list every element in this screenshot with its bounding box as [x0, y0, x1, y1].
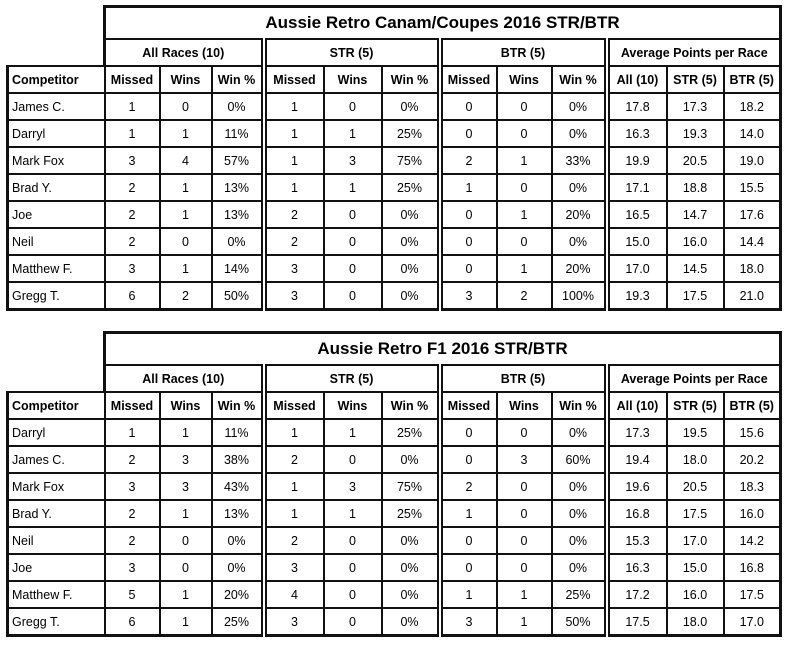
table-row [8, 608, 781, 636]
str-win-pct-cell: 0% [382, 201, 440, 228]
col-competitor: Competitor [8, 392, 105, 419]
str-missed-cell: 3 [264, 282, 324, 310]
btr-win-pct-cell: 20% [552, 255, 607, 282]
btr-missed-cell: 2 [440, 147, 497, 174]
avg-btr-cell: 14.4 [724, 228, 781, 255]
str-win-pct-cell: 25% [382, 120, 440, 147]
btr-wins-cell: 1 [497, 581, 552, 608]
col-all-win-pct: Win % [212, 66, 264, 93]
avg-str-cell: 20.5 [667, 473, 724, 500]
all-win-pct-cell: 38% [212, 446, 264, 473]
all-wins-cell: 2 [160, 282, 212, 310]
blank-corner [8, 365, 105, 392]
group-all-races: All Races (10) [105, 39, 264, 66]
btr-wins-cell: 0 [497, 93, 552, 120]
col-btr-missed: Missed [440, 66, 497, 93]
all-wins-cell: 0 [160, 527, 212, 554]
btr-wins-cell: 0 [497, 554, 552, 581]
btr-missed-cell: 1 [440, 500, 497, 527]
avg-str-cell: 19.5 [667, 419, 724, 446]
str-missed-cell: 2 [264, 446, 324, 473]
btr-wins-cell: 1 [497, 255, 552, 282]
avg-btr-cell: 15.6 [724, 419, 781, 446]
table-row [8, 282, 781, 310]
canam-coupes-table [6, 5, 782, 311]
btr-wins-cell: 0 [497, 473, 552, 500]
all-win-pct-cell: 13% [212, 201, 264, 228]
str-wins-cell: 0 [324, 446, 382, 473]
btr-win-pct-cell: 20% [552, 201, 607, 228]
str-win-pct-cell: 0% [382, 527, 440, 554]
table-title: Aussie Retro F1 2016 STR/BTR [105, 333, 781, 366]
col-all-missed: Missed [105, 66, 160, 93]
str-win-pct-cell: 0% [382, 446, 440, 473]
blank-corner [8, 333, 105, 366]
group-header-row [8, 39, 781, 66]
all-wins-cell: 1 [160, 581, 212, 608]
btr-win-pct-cell: 0% [552, 419, 607, 446]
str-win-pct-cell: 0% [382, 608, 440, 636]
table-row [8, 554, 781, 581]
all-missed-cell: 2 [105, 174, 160, 201]
col-str-missed: Missed [264, 392, 324, 419]
avg-btr-cell: 20.2 [724, 446, 781, 473]
str-wins-cell: 3 [324, 473, 382, 500]
btr-wins-cell: 2 [497, 282, 552, 310]
all-missed-cell: 1 [105, 120, 160, 147]
avg-btr-cell: 18.0 [724, 255, 781, 282]
all-wins-cell: 0 [160, 228, 212, 255]
btr-wins-cell: 1 [497, 608, 552, 636]
str-win-pct-cell: 25% [382, 419, 440, 446]
all-win-pct-cell: 0% [212, 228, 264, 255]
competitor-name-cell: Gregg T. [8, 282, 105, 310]
group-average-points: Average Points per Race [607, 365, 781, 392]
all-win-pct-cell: 43% [212, 473, 264, 500]
avg-str-cell: 15.0 [667, 554, 724, 581]
avg-all-cell: 15.0 [607, 228, 667, 255]
avg-all-cell: 17.0 [607, 255, 667, 282]
str-win-pct-cell: 25% [382, 500, 440, 527]
table-row [8, 93, 781, 120]
col-avg-str: STR (5) [667, 66, 724, 93]
all-missed-cell: 3 [105, 554, 160, 581]
btr-win-pct-cell: 0% [552, 228, 607, 255]
all-win-pct-cell: 0% [212, 554, 264, 581]
all-wins-cell: 3 [160, 473, 212, 500]
str-win-pct-cell: 75% [382, 473, 440, 500]
blank-corner [8, 7, 105, 40]
col-all-missed: Missed [105, 392, 160, 419]
competitor-name-cell: James C. [8, 446, 105, 473]
table-body [8, 93, 781, 310]
all-missed-cell: 2 [105, 228, 160, 255]
competitor-name-cell: Neil [8, 228, 105, 255]
col-str-wins: Wins [324, 66, 382, 93]
competitor-name-cell: Matthew F. [8, 255, 105, 282]
avg-str-cell: 17.5 [667, 500, 724, 527]
all-missed-cell: 2 [105, 446, 160, 473]
col-btr-missed: Missed [440, 392, 497, 419]
all-wins-cell: 1 [160, 174, 212, 201]
str-missed-cell: 3 [264, 554, 324, 581]
competitor-name-cell: Mark Fox [8, 147, 105, 174]
all-missed-cell: 6 [105, 282, 160, 310]
avg-str-cell: 17.5 [667, 282, 724, 310]
btr-wins-cell: 3 [497, 446, 552, 473]
avg-str-cell: 14.7 [667, 201, 724, 228]
btr-win-pct-cell: 0% [552, 120, 607, 147]
table-row [8, 174, 781, 201]
avg-str-cell: 17.0 [667, 527, 724, 554]
avg-all-cell: 15.3 [607, 527, 667, 554]
btr-win-pct-cell: 100% [552, 282, 607, 310]
table-body [8, 419, 781, 636]
btr-wins-cell: 0 [497, 419, 552, 446]
avg-str-cell: 16.0 [667, 581, 724, 608]
str-missed-cell: 3 [264, 255, 324, 282]
all-win-pct-cell: 0% [212, 93, 264, 120]
group-all-races: All Races (10) [105, 365, 264, 392]
str-win-pct-cell: 0% [382, 282, 440, 310]
all-missed-cell: 2 [105, 527, 160, 554]
btr-wins-cell: 0 [497, 120, 552, 147]
str-missed-cell: 2 [264, 228, 324, 255]
table-row [8, 201, 781, 228]
col-avg-str: STR (5) [667, 392, 724, 419]
btr-wins-cell: 1 [497, 201, 552, 228]
btr-wins-cell: 1 [497, 147, 552, 174]
col-avg-btr: BTR (5) [724, 392, 781, 419]
col-str-missed: Missed [264, 66, 324, 93]
avg-all-cell: 16.3 [607, 120, 667, 147]
btr-win-pct-cell: 25% [552, 581, 607, 608]
col-avg-all: All (10) [607, 392, 667, 419]
all-missed-cell: 1 [105, 419, 160, 446]
col-str-win-pct: Win % [382, 66, 440, 93]
table-title: Aussie Retro Canam/Coupes 2016 STR/BTR [105, 7, 781, 40]
table-row [8, 500, 781, 527]
btr-wins-cell: 0 [497, 527, 552, 554]
btr-missed-cell: 3 [440, 282, 497, 310]
all-win-pct-cell: 50% [212, 282, 264, 310]
competitor-name-cell: Joe [8, 554, 105, 581]
competitor-name-cell: James C. [8, 93, 105, 120]
title-row [8, 7, 781, 40]
str-wins-cell: 0 [324, 527, 382, 554]
competitor-name-cell: Mark Fox [8, 473, 105, 500]
competitor-name-cell: Neil [8, 527, 105, 554]
str-wins-cell: 0 [324, 255, 382, 282]
competitor-name-cell: Gregg T. [8, 608, 105, 636]
str-missed-cell: 1 [264, 120, 324, 147]
btr-win-pct-cell: 0% [552, 473, 607, 500]
avg-btr-cell: 18.2 [724, 93, 781, 120]
str-wins-cell: 1 [324, 174, 382, 201]
col-btr-wins: Wins [497, 392, 552, 419]
str-wins-cell: 0 [324, 228, 382, 255]
avg-btr-cell: 16.8 [724, 554, 781, 581]
all-win-pct-cell: 14% [212, 255, 264, 282]
col-btr-wins: Wins [497, 66, 552, 93]
col-btr-win-pct: Win % [552, 66, 607, 93]
all-win-pct-cell: 11% [212, 120, 264, 147]
all-missed-cell: 1 [105, 93, 160, 120]
btr-missed-cell: 0 [440, 201, 497, 228]
str-win-pct-cell: 0% [382, 255, 440, 282]
avg-all-cell: 19.3 [607, 282, 667, 310]
btr-missed-cell: 1 [440, 581, 497, 608]
avg-all-cell: 17.3 [607, 419, 667, 446]
blank-corner [8, 39, 105, 66]
btr-win-pct-cell: 33% [552, 147, 607, 174]
col-competitor: Competitor [8, 66, 105, 93]
all-missed-cell: 3 [105, 473, 160, 500]
avg-all-cell: 19.6 [607, 473, 667, 500]
col-str-win-pct: Win % [382, 392, 440, 419]
avg-all-cell: 17.2 [607, 581, 667, 608]
btr-missed-cell: 0 [440, 419, 497, 446]
avg-btr-cell: 16.0 [724, 500, 781, 527]
str-wins-cell: 3 [324, 147, 382, 174]
all-win-pct-cell: 25% [212, 608, 264, 636]
all-wins-cell: 1 [160, 120, 212, 147]
competitor-name-cell: Darryl [8, 419, 105, 446]
all-missed-cell: 5 [105, 581, 160, 608]
col-all-win-pct: Win % [212, 392, 264, 419]
col-str-wins: Wins [324, 392, 382, 419]
all-win-pct-cell: 20% [212, 581, 264, 608]
str-missed-cell: 3 [264, 608, 324, 636]
avg-all-cell: 17.8 [607, 93, 667, 120]
all-wins-cell: 1 [160, 500, 212, 527]
avg-str-cell: 19.3 [667, 120, 724, 147]
column-header-row [8, 392, 781, 419]
str-missed-cell: 4 [264, 581, 324, 608]
all-wins-cell: 1 [160, 201, 212, 228]
avg-str-cell: 16.0 [667, 228, 724, 255]
avg-btr-cell: 18.3 [724, 473, 781, 500]
competitor-name-cell: Brad Y. [8, 174, 105, 201]
avg-all-cell: 19.4 [607, 446, 667, 473]
avg-all-cell: 16.8 [607, 500, 667, 527]
table-row [8, 255, 781, 282]
avg-str-cell: 18.0 [667, 446, 724, 473]
group-str: STR (5) [264, 39, 440, 66]
str-missed-cell: 1 [264, 174, 324, 201]
f1-table [6, 331, 782, 637]
competitor-name-cell: Matthew F. [8, 581, 105, 608]
avg-str-cell: 20.5 [667, 147, 724, 174]
btr-missed-cell: 0 [440, 446, 497, 473]
all-win-pct-cell: 13% [212, 500, 264, 527]
btr-missed-cell: 0 [440, 228, 497, 255]
str-win-pct-cell: 0% [382, 581, 440, 608]
str-win-pct-cell: 0% [382, 93, 440, 120]
column-header-row [8, 66, 781, 93]
btr-missed-cell: 0 [440, 255, 497, 282]
table-row [8, 446, 781, 473]
str-win-pct-cell: 25% [382, 174, 440, 201]
all-win-pct-cell: 11% [212, 419, 264, 446]
table-row [8, 581, 781, 608]
table-row [8, 147, 781, 174]
avg-str-cell: 14.5 [667, 255, 724, 282]
btr-win-pct-cell: 0% [552, 500, 607, 527]
group-header-row [8, 365, 781, 392]
avg-all-cell: 16.5 [607, 201, 667, 228]
avg-str-cell: 17.3 [667, 93, 724, 120]
all-missed-cell: 3 [105, 255, 160, 282]
competitor-name-cell: Brad Y. [8, 500, 105, 527]
btr-missed-cell: 0 [440, 554, 497, 581]
btr-win-pct-cell: 0% [552, 554, 607, 581]
btr-win-pct-cell: 0% [552, 527, 607, 554]
str-wins-cell: 1 [324, 500, 382, 527]
btr-wins-cell: 0 [497, 500, 552, 527]
avg-btr-cell: 17.0 [724, 608, 781, 636]
avg-all-cell: 17.5 [607, 608, 667, 636]
table-row [8, 419, 781, 446]
str-missed-cell: 2 [264, 527, 324, 554]
str-wins-cell: 0 [324, 201, 382, 228]
col-btr-win-pct: Win % [552, 392, 607, 419]
avg-all-cell: 19.9 [607, 147, 667, 174]
str-missed-cell: 1 [264, 473, 324, 500]
str-wins-cell: 0 [324, 93, 382, 120]
str-missed-cell: 1 [264, 500, 324, 527]
str-win-pct-cell: 0% [382, 228, 440, 255]
btr-win-pct-cell: 50% [552, 608, 607, 636]
str-missed-cell: 1 [264, 147, 324, 174]
competitor-name-cell: Darryl [8, 120, 105, 147]
str-wins-cell: 0 [324, 581, 382, 608]
table-row [8, 527, 781, 554]
str-wins-cell: 1 [324, 419, 382, 446]
table-row [8, 228, 781, 255]
avg-btr-cell: 17.6 [724, 201, 781, 228]
avg-str-cell: 18.8 [667, 174, 724, 201]
btr-missed-cell: 3 [440, 608, 497, 636]
all-wins-cell: 1 [160, 608, 212, 636]
all-wins-cell: 1 [160, 419, 212, 446]
group-btr: BTR (5) [440, 365, 607, 392]
str-wins-cell: 1 [324, 120, 382, 147]
avg-btr-cell: 17.5 [724, 581, 781, 608]
all-wins-cell: 0 [160, 554, 212, 581]
group-average-points: Average Points per Race [607, 39, 781, 66]
col-all-wins: Wins [160, 66, 212, 93]
all-win-pct-cell: 13% [212, 174, 264, 201]
avg-all-cell: 17.1 [607, 174, 667, 201]
btr-missed-cell: 1 [440, 174, 497, 201]
all-win-pct-cell: 0% [212, 527, 264, 554]
avg-btr-cell: 14.0 [724, 120, 781, 147]
str-missed-cell: 1 [264, 419, 324, 446]
btr-wins-cell: 0 [497, 228, 552, 255]
btr-missed-cell: 0 [440, 93, 497, 120]
title-row [8, 333, 781, 366]
all-wins-cell: 3 [160, 446, 212, 473]
all-wins-cell: 0 [160, 93, 212, 120]
str-missed-cell: 1 [264, 93, 324, 120]
btr-wins-cell: 0 [497, 174, 552, 201]
group-btr: BTR (5) [440, 39, 607, 66]
table-row [8, 473, 781, 500]
col-avg-all: All (10) [607, 66, 667, 93]
str-wins-cell: 0 [324, 608, 382, 636]
avg-all-cell: 16.3 [607, 554, 667, 581]
btr-win-pct-cell: 0% [552, 174, 607, 201]
table-row [8, 120, 781, 147]
competitor-name-cell: Joe [8, 201, 105, 228]
avg-str-cell: 18.0 [667, 608, 724, 636]
all-missed-cell: 2 [105, 500, 160, 527]
all-missed-cell: 6 [105, 608, 160, 636]
group-str: STR (5) [264, 365, 440, 392]
all-wins-cell: 1 [160, 255, 212, 282]
btr-missed-cell: 0 [440, 527, 497, 554]
col-avg-btr: BTR (5) [724, 66, 781, 93]
avg-btr-cell: 19.0 [724, 147, 781, 174]
all-missed-cell: 3 [105, 147, 160, 174]
all-win-pct-cell: 57% [212, 147, 264, 174]
btr-win-pct-cell: 60% [552, 446, 607, 473]
btr-missed-cell: 2 [440, 473, 497, 500]
all-wins-cell: 4 [160, 147, 212, 174]
str-win-pct-cell: 75% [382, 147, 440, 174]
str-wins-cell: 0 [324, 282, 382, 310]
str-wins-cell: 0 [324, 554, 382, 581]
avg-btr-cell: 15.5 [724, 174, 781, 201]
avg-btr-cell: 21.0 [724, 282, 781, 310]
avg-btr-cell: 14.2 [724, 527, 781, 554]
str-win-pct-cell: 0% [382, 554, 440, 581]
all-missed-cell: 2 [105, 201, 160, 228]
col-all-wins: Wins [160, 392, 212, 419]
btr-win-pct-cell: 0% [552, 93, 607, 120]
str-missed-cell: 2 [264, 201, 324, 228]
btr-missed-cell: 0 [440, 120, 497, 147]
